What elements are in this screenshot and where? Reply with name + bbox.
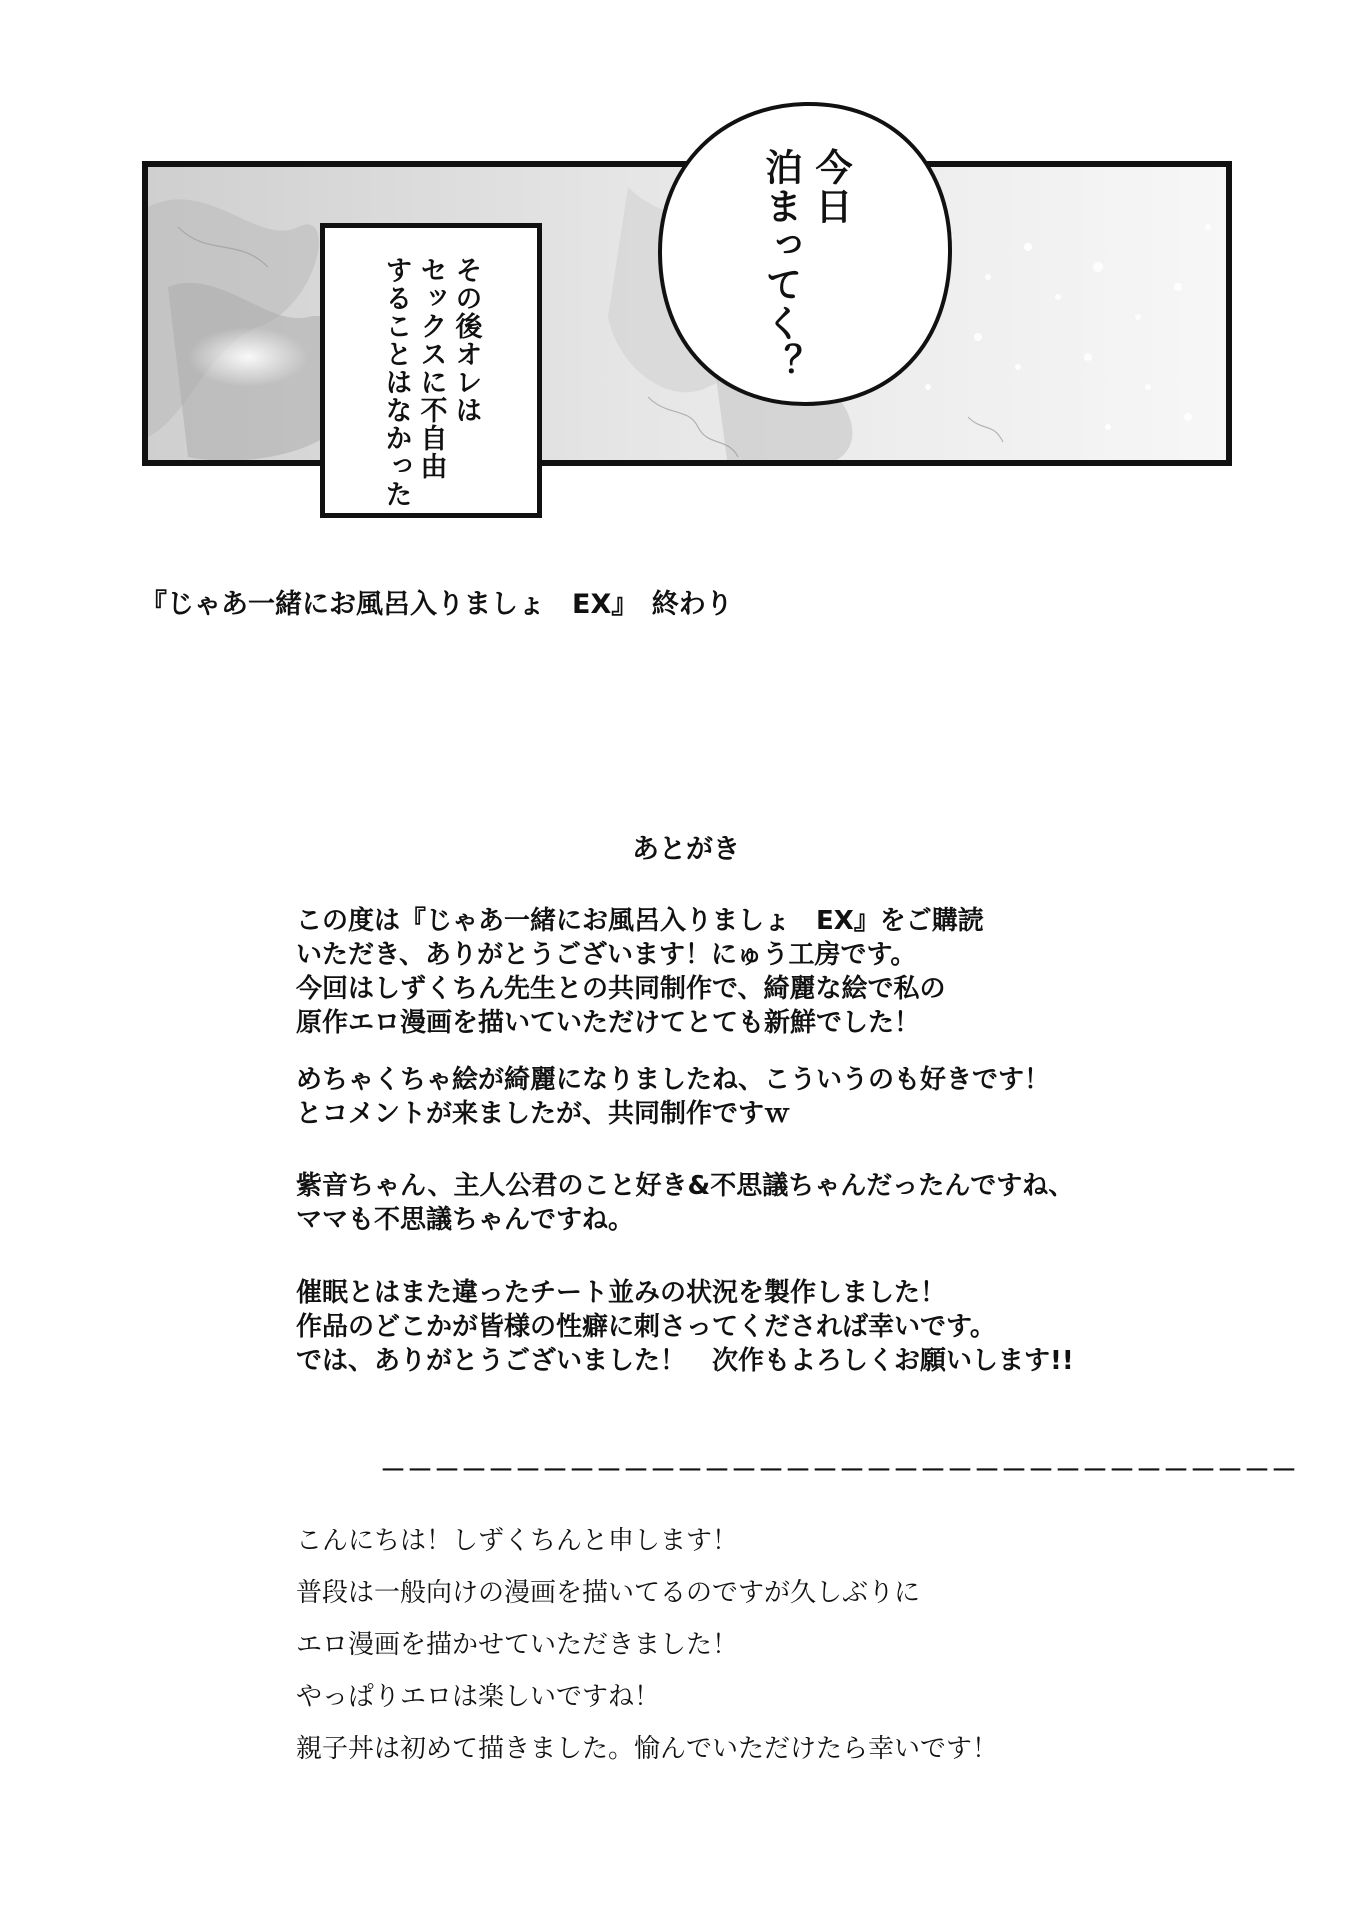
- end-line: 『じゃあ一緒にお風呂入りましょ EX』 終わり: [140, 589, 733, 620]
- afterword-paragraph: 紫音ちゃん、主人公君のこと好き&不思議ちゃんだったんですね、 ママも不思議ちゃんですね。: [296, 1171, 1075, 1235]
- second-author-note: こんにちは！しずくちんと申します！ 普段は一般向けの漫画を描いてるのですが久しぶりに エロ漫画を描かせていただきました！ やっぱりエロは楽しいですね！ 親子丼は初めて描きました。愉んでいただけたら幸いです！: [296, 1526, 999, 1764]
- afterword-paragraph: 催眠とはまた違ったチート並みの状況を製作しました！ 作品のどこかが皆様の性癖に刺さってくだされば幸いです。 では、ありがとうございました！ 次作もよろしくお願いします!!: [296, 1278, 1074, 1376]
- afterword-heading: あとがき: [632, 834, 740, 865]
- afterword-paragraph: めちゃくちゃ絵が綺麗になりましたね、こういうのも好きです！ とコメントが来ましたが、共同制作ですｗ: [296, 1065, 1051, 1129]
- speech-bubble: [654, 98, 956, 410]
- speech-bubble-text: 今日 泊まってく？: [759, 148, 852, 382]
- narration-text: その後オレは セックスに不自由 することはなかった: [380, 256, 482, 508]
- narration-box: [320, 223, 542, 518]
- afterword-paragraph: この度は『じゃあ一緒にお風呂入りましょ EX』をご購読 いただき、ありがとうございます！にゅう工房です。 今回はしずくちん先生との共同制作で、綺麗な絵で私の 原作エロ漫画を描いていただけてとても新鮮でした！: [296, 906, 984, 1038]
- divider-line: －－－－－－－－－－－－－－－－－－－－－－－－－－－－－－－－－－: [380, 1456, 1299, 1486]
